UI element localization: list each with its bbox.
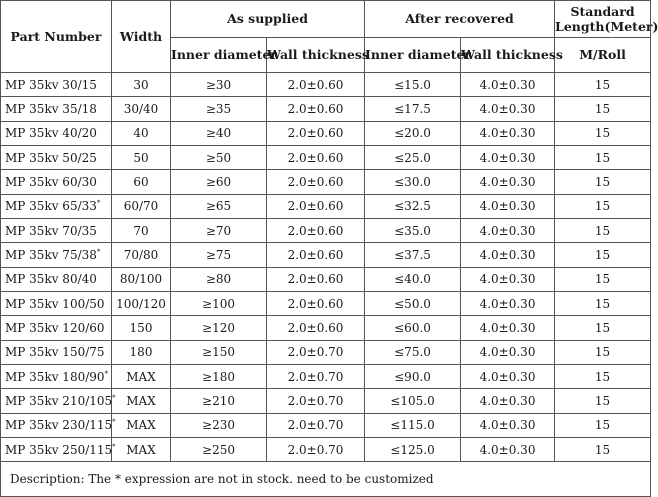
cell-width: MAX [112, 437, 171, 461]
part-number-text: MP 35kv 100/50 [5, 296, 105, 311]
cell-length: 15 [555, 121, 651, 145]
cell-width: 30/40 [112, 97, 171, 121]
cell-part-number [1, 194, 112, 218]
cell-part-number [1, 243, 112, 267]
part-number-text: MP 35kv 65/33 [5, 199, 97, 214]
cell-recovered-wall-thickness: 4.0±0.30 [461, 389, 555, 413]
cell-supplied-wall-thickness: 2.0±0.60 [267, 121, 365, 145]
cell-recovered-wall-thickness: 4.0±0.30 [461, 413, 555, 437]
cell-part-number [1, 170, 112, 194]
cell-length: 15 [555, 73, 651, 97]
cell-supplied-inner-diameter: ≥230 [171, 413, 267, 437]
cell-part-number [1, 413, 116, 437]
cell-recovered-inner-diameter: ≤60.0 [365, 316, 461, 340]
cell-recovered-wall-thickness: 4.0±0.30 [461, 97, 555, 121]
cell-supplied-inner-diameter: ≥120 [171, 316, 267, 340]
cell-width: MAX [112, 364, 171, 388]
table-row [1, 97, 651, 121]
table-row [1, 340, 651, 364]
cell-recovered-wall-thickness: 4.0±0.30 [461, 121, 555, 145]
cell-part-number [1, 437, 116, 461]
cell-supplied-wall-thickness: 2.0±0.60 [267, 218, 365, 242]
custom-order-marker: * [96, 247, 101, 256]
part-number-text: MP 35kv 35/18 [5, 101, 97, 116]
cell-supplied-wall-thickness: 2.0±0.70 [267, 340, 365, 364]
part-number-text: MP 35kv 230/115 [5, 418, 113, 433]
cell-part-number [1, 121, 112, 145]
cell-recovered-wall-thickness: 4.0±0.30 [461, 267, 555, 291]
part-number-text: MP 35kv 70/35 [5, 223, 97, 238]
header-after-recovered: After recovered [365, 1, 555, 38]
cell-width: 100/120 [112, 291, 171, 315]
table-row [1, 170, 651, 194]
cell-supplied-wall-thickness: 2.0±0.70 [267, 389, 365, 413]
cell-length: 15 [555, 364, 651, 388]
cell-width: 30 [112, 73, 171, 97]
cell-width: 60 [112, 170, 171, 194]
cell-supplied-inner-diameter: ≥50 [171, 145, 267, 169]
cell-part-number [1, 97, 112, 121]
cell-length: 15 [555, 170, 651, 194]
table-row [1, 145, 651, 169]
cell-recovered-inner-diameter: ≤105.0 [365, 389, 461, 413]
cell-supplied-wall-thickness: 2.0±0.60 [267, 73, 365, 97]
cell-supplied-inner-diameter: ≥30 [171, 73, 267, 97]
header-recovered-wall-thickness: Wall thickness [461, 37, 555, 73]
cell-recovered-wall-thickness: 4.0±0.30 [461, 170, 555, 194]
cell-supplied-inner-diameter: ≥80 [171, 267, 267, 291]
cell-recovered-wall-thickness: 4.0±0.30 [461, 218, 555, 242]
cell-recovered-inner-diameter: ≤50.0 [365, 291, 461, 315]
cell-supplied-wall-thickness: 2.0±0.60 [267, 316, 365, 340]
cell-recovered-wall-thickness: 4.0±0.30 [461, 145, 555, 169]
cell-recovered-inner-diameter: ≤35.0 [365, 218, 461, 242]
custom-order-marker: * [112, 442, 116, 451]
cell-recovered-wall-thickness: 4.0±0.30 [461, 437, 555, 461]
cell-supplied-inner-diameter: ≥250 [171, 437, 267, 461]
cell-recovered-wall-thickness: 4.0±0.30 [461, 291, 555, 315]
cell-length: 15 [555, 291, 651, 315]
custom-order-marker: * [96, 199, 101, 208]
cell-length: 15 [555, 413, 651, 437]
cell-recovered-wall-thickness: 4.0±0.30 [461, 364, 555, 388]
header-part-number: Part Number [1, 1, 112, 73]
cell-recovered-inner-diameter: ≤30.0 [365, 170, 461, 194]
header-recovered-inner-diameter: Inner diameter [365, 37, 461, 73]
cell-recovered-inner-diameter: ≤25.0 [365, 145, 461, 169]
cell-supplied-inner-diameter: ≥40 [171, 121, 267, 145]
cell-part-number [1, 73, 112, 97]
header-as-supplied: As supplied [171, 1, 365, 38]
table-row [1, 73, 651, 97]
part-number-text: MP 35kv 210/105 [5, 393, 113, 408]
cell-recovered-inner-diameter: ≤125.0 [365, 437, 461, 461]
cell-supplied-inner-diameter: ≥65 [171, 194, 267, 218]
cell-recovered-inner-diameter: ≤17.5 [365, 97, 461, 121]
part-number-text: MP 35kv 80/40 [5, 272, 97, 287]
cell-recovered-wall-thickness: 4.0±0.30 [461, 194, 555, 218]
cell-recovered-wall-thickness: 4.0±0.30 [461, 243, 555, 267]
header-row-top [1, 1, 651, 38]
table-row [1, 413, 651, 437]
cell-width: 60/70 [112, 194, 171, 218]
cell-recovered-inner-diameter: ≤20.0 [365, 121, 461, 145]
cell-length: 15 [555, 145, 651, 169]
cell-recovered-inner-diameter: ≤90.0 [365, 364, 461, 388]
part-number-text: MP 35kv 150/75 [5, 345, 105, 360]
custom-order-marker: * [112, 393, 116, 402]
cell-supplied-wall-thickness: 2.0±0.70 [267, 413, 365, 437]
table-row [1, 389, 651, 413]
cell-length: 15 [555, 389, 651, 413]
cell-width: 70 [112, 218, 171, 242]
cell-width: MAX [112, 413, 171, 437]
custom-order-marker: * [112, 418, 116, 427]
header-supplied-inner-diameter: Inner diameter [171, 37, 267, 73]
cell-recovered-wall-thickness: 4.0±0.30 [461, 340, 555, 364]
cell-recovered-wall-thickness: 4.0±0.30 [461, 73, 555, 97]
cell-supplied-inner-diameter: ≥100 [171, 291, 267, 315]
header-unit: M/Roll [555, 37, 651, 73]
header-standard-length-line1: Standard [570, 3, 635, 19]
cell-supplied-wall-thickness: 2.0±0.70 [267, 364, 365, 388]
table-row [1, 194, 651, 218]
cell-length: 15 [555, 316, 651, 340]
header-width: Width [112, 1, 171, 73]
cell-recovered-inner-diameter: ≤75.0 [365, 340, 461, 364]
part-number-text: MP 35kv 60/30 [5, 174, 97, 189]
part-number-text: MP 35kv 250/115 [5, 442, 113, 457]
cell-part-number [1, 316, 112, 340]
cell-supplied-wall-thickness: 2.0±0.60 [267, 145, 365, 169]
cell-length: 15 [555, 194, 651, 218]
part-number-text: MP 35kv 75/38 [5, 247, 97, 262]
cell-supplied-wall-thickness: 2.0±0.60 [267, 194, 365, 218]
cell-length: 15 [555, 243, 651, 267]
cell-part-number [1, 291, 112, 315]
header-standard-length-line2: Length(Meter) [555, 18, 658, 34]
cell-supplied-inner-diameter: ≥60 [171, 170, 267, 194]
cell-width: 50 [112, 145, 171, 169]
cell-width: 70/80 [112, 243, 171, 267]
cell-width: MAX [112, 389, 171, 413]
cell-recovered-inner-diameter: ≤37.5 [365, 243, 461, 267]
cell-recovered-inner-diameter: ≤32.5 [365, 194, 461, 218]
part-number-text: MP 35kv 180/90 [5, 369, 105, 384]
cell-supplied-wall-thickness: 2.0±0.60 [267, 243, 365, 267]
table-row [1, 121, 651, 145]
cell-supplied-inner-diameter: ≥75 [171, 243, 267, 267]
table-row [1, 218, 651, 242]
cell-part-number [1, 267, 112, 291]
description-row [1, 462, 651, 497]
table-row [1, 267, 651, 291]
cell-part-number [1, 218, 112, 242]
cell-supplied-inner-diameter: ≥70 [171, 218, 267, 242]
cell-recovered-inner-diameter: ≤115.0 [365, 413, 461, 437]
cell-recovered-inner-diameter: ≤15.0 [365, 73, 461, 97]
custom-order-marker: * [104, 369, 109, 378]
part-number-text: MP 35kv 40/20 [5, 126, 97, 141]
header-supplied-wall-thickness: Wall thickness [267, 37, 365, 73]
table-row [1, 316, 651, 340]
cell-width: 180 [112, 340, 171, 364]
cell-supplied-wall-thickness: 2.0±0.70 [267, 437, 365, 461]
cell-supplied-wall-thickness: 2.0±0.60 [267, 267, 365, 291]
cell-length: 15 [555, 218, 651, 242]
cell-length: 15 [555, 437, 651, 461]
table-row [1, 243, 651, 267]
description-text: Description: The * expression are not in stock. need to be customized [1, 462, 651, 497]
cell-recovered-inner-diameter: ≤40.0 [365, 267, 461, 291]
cell-supplied-inner-diameter: ≥180 [171, 364, 267, 388]
cell-length: 15 [555, 267, 651, 291]
cell-part-number [1, 145, 112, 169]
part-number-text: MP 35kv 30/15 [5, 77, 97, 92]
cell-width: 40 [112, 121, 171, 145]
cell-supplied-wall-thickness: 2.0±0.60 [267, 97, 365, 121]
header-standard-length [555, 1, 658, 38]
cell-supplied-inner-diameter: ≥35 [171, 97, 267, 121]
part-number-text: MP 35kv 120/60 [5, 320, 105, 335]
cell-supplied-inner-diameter: ≥210 [171, 389, 267, 413]
cell-width: 150 [112, 316, 171, 340]
table-row [1, 291, 651, 315]
cell-supplied-wall-thickness: 2.0±0.60 [267, 291, 365, 315]
table-row [1, 437, 651, 461]
cell-part-number [1, 389, 116, 413]
cell-part-number [1, 340, 112, 364]
cell-supplied-wall-thickness: 2.0±0.60 [267, 170, 365, 194]
cell-width: 80/100 [112, 267, 171, 291]
cell-part-number [1, 364, 112, 388]
cell-length: 15 [555, 97, 651, 121]
table-row [1, 364, 651, 388]
part-number-text: MP 35kv 50/25 [5, 150, 97, 165]
cell-supplied-inner-diameter: ≥150 [171, 340, 267, 364]
cell-recovered-wall-thickness: 4.0±0.30 [461, 316, 555, 340]
cell-length: 15 [555, 340, 651, 364]
